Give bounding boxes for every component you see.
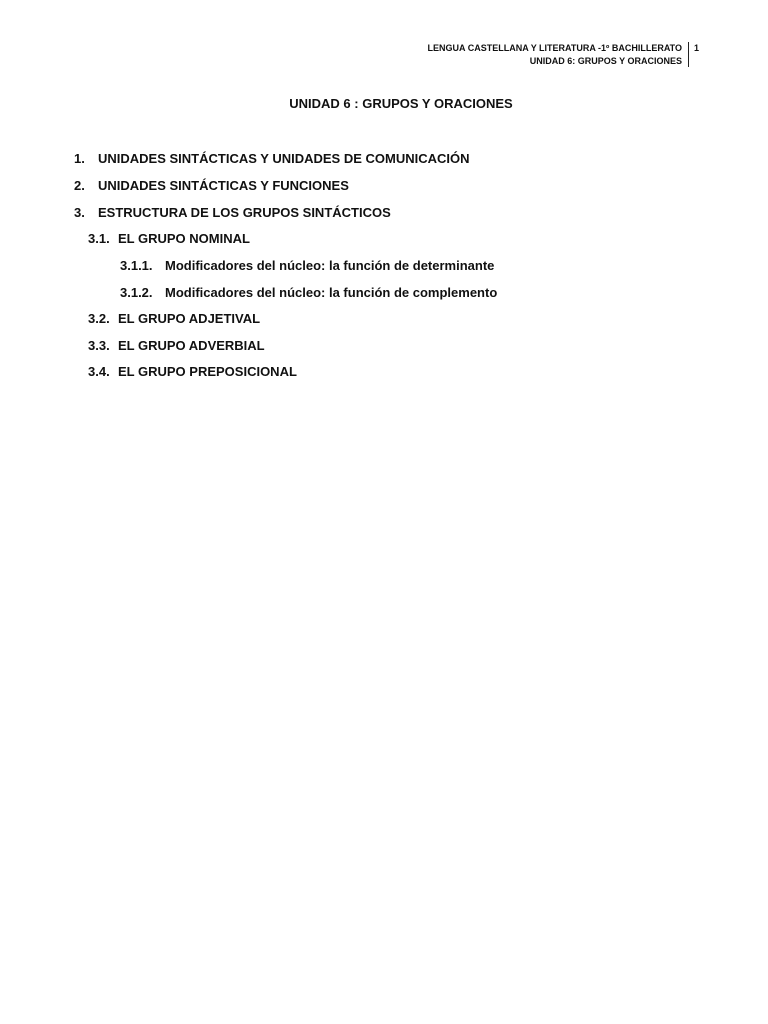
toc-item [74, 205, 391, 221]
running-header [382, 42, 682, 68]
toc-item [74, 178, 349, 194]
header-unit-title: UNIDAD 6: GRUPOS Y ORACIONES [529, 56, 682, 66]
toc-item-number: 3.1.2. [120, 285, 153, 300]
toc-item-label: Modificadores del núcleo: la función de determinante [165, 258, 495, 273]
toc-item [120, 285, 497, 301]
header-divider [688, 42, 689, 67]
toc-item-number: 3.4. [88, 364, 110, 379]
toc-item-number: 1. [74, 151, 85, 166]
toc-item-label: EL GRUPO ADJETIVAL [118, 311, 261, 326]
toc-item [120, 258, 494, 274]
toc-item-label: EL GRUPO ADVERBIAL [118, 338, 265, 353]
toc-item-label: EL GRUPO PREPOSICIONAL [118, 364, 297, 379]
header-course-title: LENGUA CASTELLANA Y LITERATURA -1º BACHILLERATO [427, 43, 682, 53]
toc-item [88, 311, 260, 327]
toc-item-number: 3.1.1. [120, 258, 153, 273]
page-title: UNIDAD 6 : GRUPOS Y ORACIONES [289, 96, 513, 111]
toc-item-number: 2. [74, 178, 85, 193]
toc-item-label: EL GRUPO NOMINAL [118, 231, 250, 246]
toc-item [88, 338, 265, 354]
toc-item-number: 3.2. [88, 311, 110, 326]
toc-item-number: 3.1. [88, 231, 110, 246]
toc-item-label: ESTRUCTURA DE LOS GRUPOS SINTÁCTICOS [98, 205, 391, 220]
toc-item-label: Modificadores del núcleo: la función de complemento [165, 285, 498, 300]
toc-item [88, 364, 297, 380]
toc-item-label: UNIDADES SINTÁCTICAS Y FUNCIONES [98, 178, 349, 193]
page-number: 1 [694, 43, 700, 53]
toc-item-number: 3. [74, 205, 85, 220]
toc-item-number: 3.3. [88, 338, 110, 353]
toc-item [74, 151, 470, 167]
toc-item-label: UNIDADES SINTÁCTICAS Y UNIDADES DE COMUNICACIÓN [98, 151, 470, 166]
toc-item [88, 231, 250, 247]
